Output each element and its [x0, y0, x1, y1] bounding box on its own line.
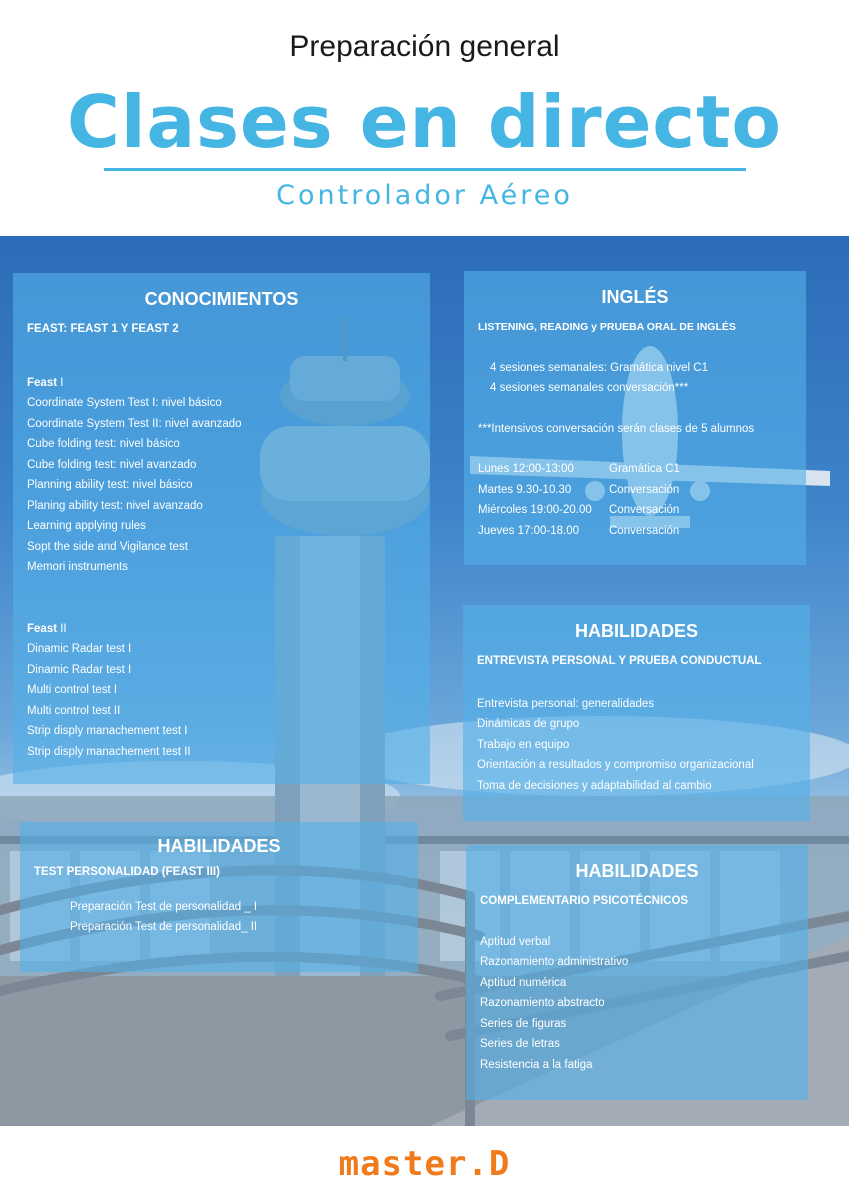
schedule-row: Jueves 17:00-18.00 Conversación	[478, 524, 680, 537]
list-item: 4 sesiones semanales conversación***	[490, 382, 689, 394]
panel-title: HABILIDADES	[157, 836, 281, 856]
schedule	[478, 459, 792, 541]
list-item: 4 sesiones semanales: Gramática nivel C1	[490, 361, 708, 374]
panel-subtitle: LISTENING, READING y PRUEBA ORAL DE INGLÉS	[478, 321, 736, 333]
panel-title: HABILIDADES	[574, 621, 698, 641]
panel-habilidades-test	[20, 822, 418, 972]
list-item: Learning applying rules	[27, 520, 146, 532]
panel-subtitle: COMPLEMENTARIO PSICOTÉCNICOS	[480, 895, 689, 907]
list-item: Cube folding test: nivel básico	[27, 438, 180, 450]
list-item: Resistencia a la fatiga	[480, 1058, 593, 1071]
list-item: Coordinate System Test II: nivel avanzado	[27, 417, 242, 430]
sub-title: Controlador Aéreo	[276, 180, 573, 211]
list-item: Dinámicas de grupo	[477, 718, 580, 730]
panel-ingles	[464, 271, 806, 565]
panel-title: CONOCIMIENTOS	[144, 289, 299, 309]
list-item: Series de letras	[480, 1038, 560, 1050]
sessions-list	[478, 358, 792, 399]
panel-conocimientos	[13, 273, 430, 784]
list-item: Cube folding test: nivel avanzado	[27, 458, 197, 471]
list-item: Aptitud verbal	[480, 935, 551, 948]
list-item: Preparación Test de personalidad _ I	[70, 900, 258, 913]
feast-1-list	[27, 393, 416, 578]
main-title: Clases en directo	[67, 80, 782, 164]
feast-1-heading: Feast I	[27, 376, 64, 389]
list-item: Razonamiento abstracto	[480, 997, 605, 1009]
list-item: Dinamic Radar test I	[27, 663, 132, 676]
footer	[0, 1126, 849, 1200]
list-item: Sopt the side and Vigilance test	[27, 540, 188, 553]
title-underline	[104, 168, 746, 171]
panel-subtitle: FEAST: FEAST 1 Y FEAST 2	[27, 323, 179, 335]
list-item: Strip disply manachement test I	[27, 725, 188, 737]
list-item: Trabajo en equipo	[477, 738, 570, 751]
list-item: Multi control test I	[27, 684, 118, 696]
list-item: Dinamic Radar test I	[27, 643, 132, 655]
feast-2-list	[27, 639, 416, 762]
list-item: Toma de decisiones y adaptabilidad al cambio	[477, 779, 712, 792]
list-item: Series de figuras	[480, 1017, 567, 1030]
test-list	[34, 897, 404, 938]
list-item: Multi control test II	[27, 704, 121, 717]
list-item: Planing ability test: nivel avanzado	[27, 499, 203, 512]
masterd-logo: master.D	[338, 1144, 511, 1184]
schedule-row: Martes 9.30-10.30 Conversación	[478, 483, 680, 496]
list-item: Memori instruments	[27, 561, 128, 573]
list-item: Razonamiento administrativo	[480, 956, 629, 968]
list-item: Orientación a resultados y compromiso organizacional	[477, 759, 754, 771]
list-item: Aptitud numérica	[480, 976, 567, 989]
schedule-row: Lunes 12:00-13:00 Gramática C1	[478, 463, 680, 475]
entrevista-list	[477, 694, 796, 797]
list-item: Planning ability test: nivel básico	[27, 479, 193, 491]
panel-subtitle: TEST PERSONALIDAD (FEAST III)	[34, 866, 220, 878]
class-note: ***Intensivos conversación serán clases de 5 alumnos	[478, 422, 755, 435]
panel-habilidades-psicotecnicos	[466, 845, 808, 1100]
list-item: Preparación Test de personalidad_ II	[70, 921, 258, 933]
schedule-row: Miércoles 19:00-20.00 Conversación	[478, 504, 680, 516]
panel-title: INGLÉS	[601, 287, 669, 307]
list-item: Coordinate System Test I: nivel básico	[27, 397, 222, 409]
list-item: Strip disply manachement test II	[27, 745, 191, 758]
panel-habilidades-entrevista	[463, 605, 810, 821]
panel-subtitle: ENTREVISTA PERSONAL Y PRUEBA CONDUCTUAL	[477, 655, 762, 667]
pre-title: Preparación general	[289, 30, 560, 63]
header	[0, 0, 849, 236]
list-item: Entrevista personal: generalidades	[477, 697, 655, 710]
panel-title: HABILIDADES	[575, 861, 699, 881]
feast-2-heading: Feast II	[27, 622, 67, 635]
psico-list	[480, 932, 794, 1076]
